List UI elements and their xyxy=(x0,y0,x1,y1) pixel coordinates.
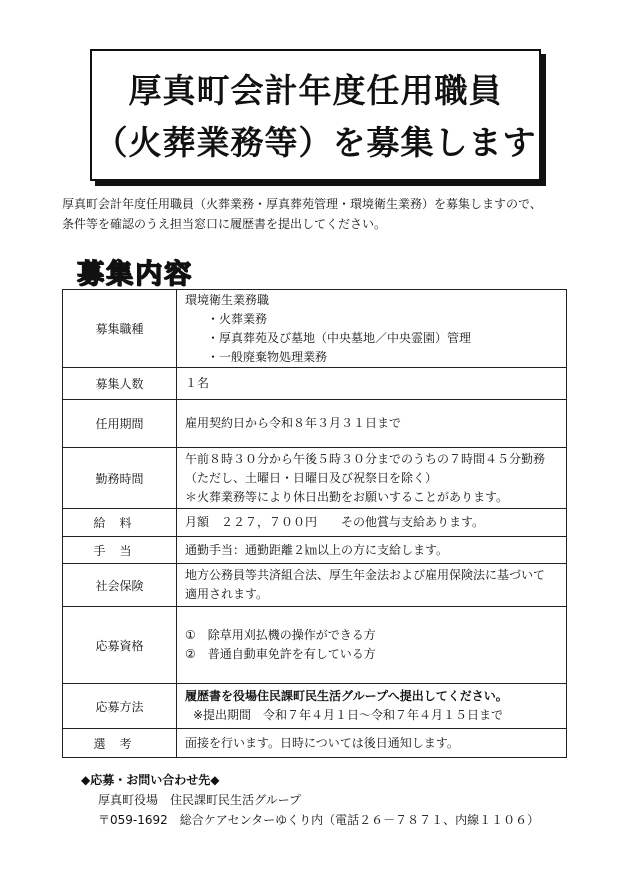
salary-label-text: 給料 xyxy=(93,516,146,530)
qualification-line-1: ① 除草用刈払機の操作ができる方 xyxy=(185,628,376,642)
contact-office: 厚真町役場 住民課町民生活グループ xyxy=(98,793,302,807)
hours-line-1: 午前８時３０分から午後５時３０分までのうちの７時間４５分勤務 xyxy=(185,451,546,466)
table-row-selection xyxy=(63,729,567,758)
label-job: 募集職種 xyxy=(63,290,177,368)
label-period: 任用期間 xyxy=(63,400,177,448)
job-item-1: ・火葬業務 xyxy=(207,311,268,326)
conditions-table xyxy=(62,289,567,758)
job-item-3: ・一般廃棄物処理業務 xyxy=(207,349,328,364)
value-qualification xyxy=(177,607,567,684)
hours-line-2: （ただし、土曜日・日曜日及び祝祭日を除く） xyxy=(185,470,438,485)
table-row-allowance xyxy=(63,537,567,564)
value-allowance: 通勤手当：通勤距離２㎞以上の方に支給します。 xyxy=(177,537,567,564)
value-selection: 面接を行います。日時については後日通知します。 xyxy=(177,729,567,758)
label-allowance xyxy=(63,537,177,564)
table-row-qualification xyxy=(63,607,567,684)
contact-heading: ◆応募・お問い合わせ先◆ xyxy=(81,773,220,787)
value-hours xyxy=(177,448,567,509)
value-count: １名 xyxy=(177,368,567,400)
selection-label-text: 選考 xyxy=(93,736,146,751)
job-title: 環境衛生業務職 xyxy=(185,292,270,307)
intro-line-1: 厚真町会計年度任用職員（火葬業務・厚真葬苑管理・環境衛生業務）を募集しますので、 xyxy=(62,197,542,211)
title-box xyxy=(90,49,541,181)
table-row-period xyxy=(63,400,567,448)
section-heading: 募集内容 xyxy=(77,259,193,290)
table-row-salary xyxy=(63,509,567,537)
insurance-line-2: 適用されます。 xyxy=(185,587,269,601)
intro-line-2: 条件等を確認のうえ担当窓口に履歴書を提出してください。 xyxy=(62,217,387,231)
label-qualification: 応募資格 xyxy=(63,607,177,684)
title-line-1: 厚真町会計年度任用職員 xyxy=(128,71,503,110)
table-row-job xyxy=(63,290,567,368)
table-row-method xyxy=(63,684,567,729)
label-insurance: 社会保険 xyxy=(63,564,177,607)
qualification-line-2: ② 普通自動車免許を有している方 xyxy=(185,647,376,661)
title-line-2: （火葬業務等）を募集します xyxy=(94,123,537,162)
value-period: 雇用契約日から令和８年３月３１日まで xyxy=(177,400,567,448)
intro-text xyxy=(62,194,602,234)
contact-section xyxy=(81,770,601,830)
hours-line-3: ＊火葬業務等により休日出勤をお願いすることがあります。 xyxy=(185,489,509,504)
label-count: 募集人数 xyxy=(63,368,177,400)
value-insurance xyxy=(177,564,567,607)
table-row-hours xyxy=(63,448,567,509)
value-salary: 月額 ２２７，７００円 その他賞与支給あります。 xyxy=(177,509,567,537)
table-row-insurance xyxy=(63,564,567,607)
method-line-2: ※提出期間 令和７年４月１日～令和７年４月１５日まで xyxy=(193,708,504,722)
value-method xyxy=(177,684,567,729)
label-method: 応募方法 xyxy=(63,684,177,729)
insurance-line-1: 地方公務員等共済組合法、厚生年金法および雇用保険法に基づいて xyxy=(185,568,546,582)
contact-address: 〒059-1692 総合ケアセンターゆくり内（電話２６－７８７１、内線１１０６） xyxy=(98,813,540,827)
value-job xyxy=(177,290,567,368)
label-hours: 勤務時間 xyxy=(63,448,177,509)
method-line-1: 履歴書を役場住民課町民生活グループへ提出してください。 xyxy=(185,689,508,703)
label-salary xyxy=(63,509,177,537)
table-row-count xyxy=(63,368,567,400)
job-item-2: ・厚真葬苑及び墓地（中央墓地／中央霊園）管理 xyxy=(207,330,472,345)
allowance-label-text: 手当 xyxy=(93,543,146,558)
label-selection xyxy=(63,729,177,758)
